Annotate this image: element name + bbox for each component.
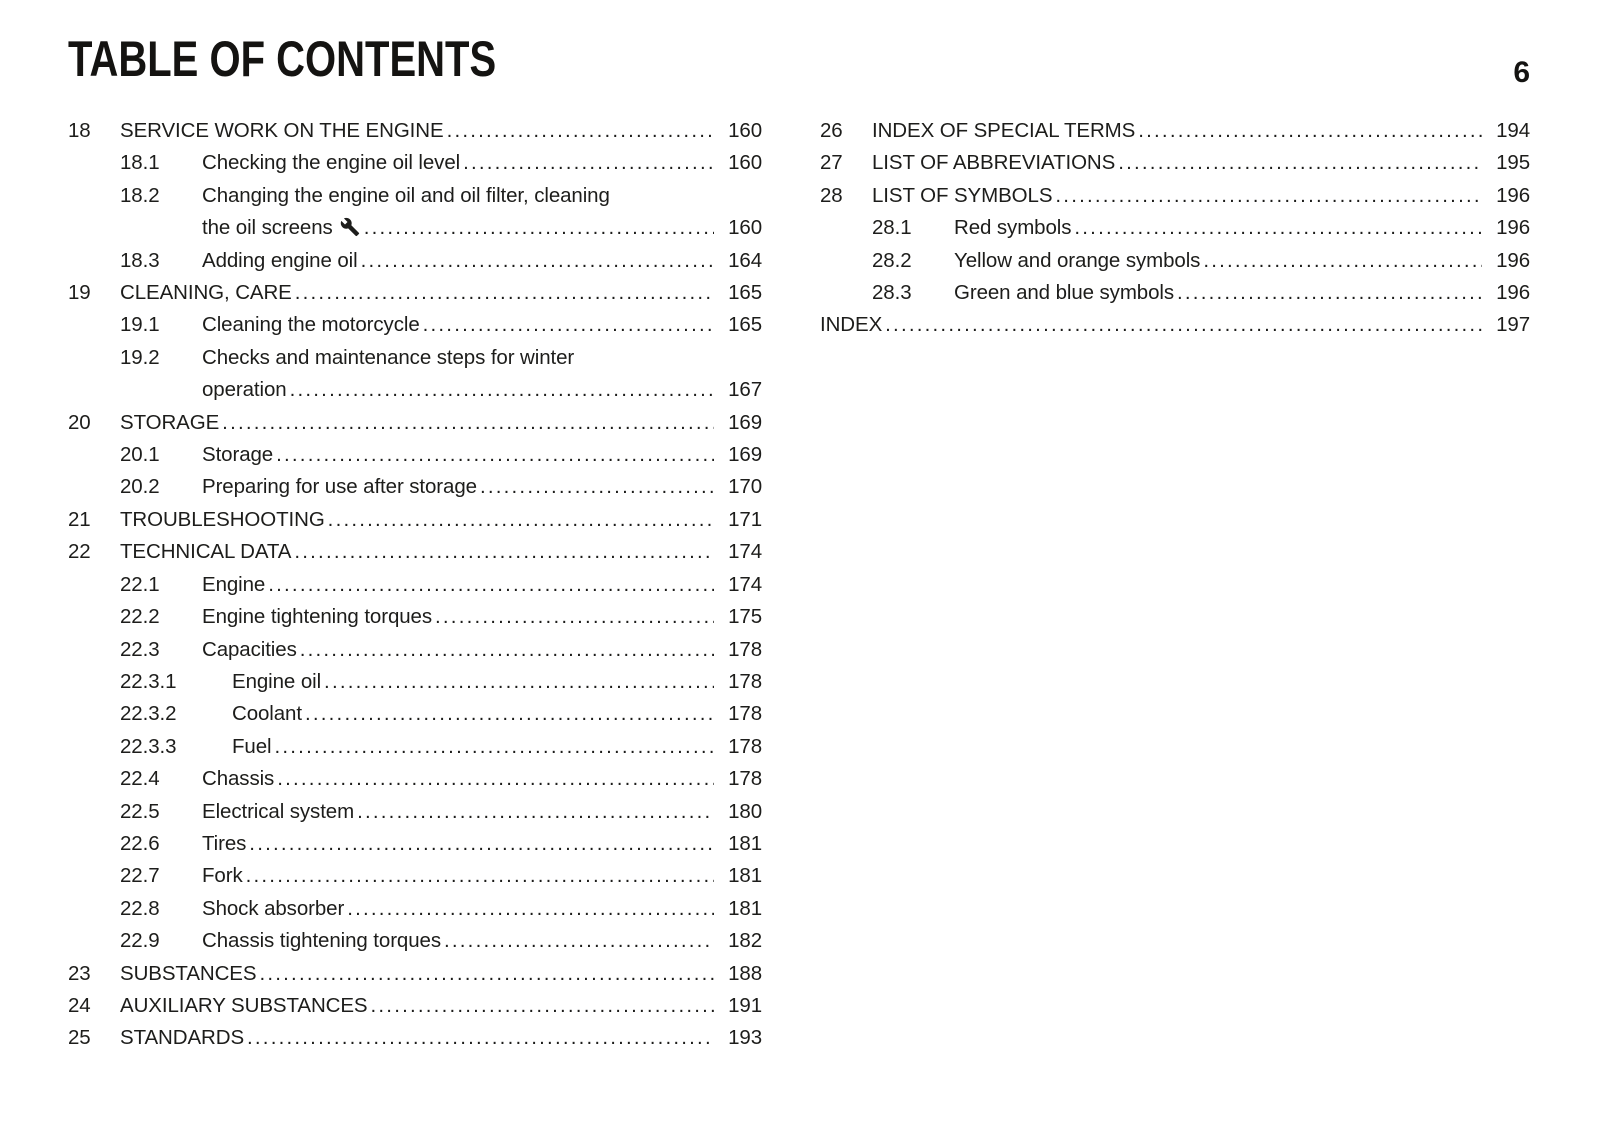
dot-leader (259, 958, 714, 990)
chapter-number: 20 (68, 410, 91, 434)
chapter-number: 18 (68, 119, 91, 142)
wrench-icon (340, 217, 360, 237)
chapter-number: 23 (68, 961, 91, 985)
entry-title: Shock absorber (202, 896, 345, 920)
toc-entry-line (820, 309, 1530, 341)
entry-title: LIST OF ABBREVIATIONS (872, 151, 1116, 175)
entry-title: Storage (202, 443, 274, 467)
chapter-number: 25 (68, 1026, 91, 1050)
dot-leader (463, 147, 714, 179)
toc-column-right (820, 115, 1530, 342)
entry-page-number: 195 (1496, 151, 1530, 175)
entry-page-number: 194 (1496, 119, 1530, 142)
dot-leader (268, 569, 714, 601)
entry-title: SERVICE WORK ON THE ENGINE (120, 119, 444, 142)
entry-page-number: 165 (728, 313, 762, 337)
dot-leader (885, 309, 1482, 341)
toc-entry-line (68, 374, 762, 406)
page-title: TABLE OF CONTENTS (68, 31, 497, 87)
toc-column-left (68, 115, 762, 1055)
entry-page-number: 178 (728, 637, 762, 661)
entry-page-number: 196 (1496, 281, 1530, 305)
section-number: 22.6 (120, 831, 160, 855)
section-number: 22.5 (120, 799, 160, 823)
toc-entry-line (68, 569, 762, 601)
entry-page-number: 180 (728, 799, 762, 823)
entry-title: Chassis tightening torques (202, 929, 441, 953)
page-number: 6 (1513, 56, 1530, 89)
section-number: 22.4 (120, 767, 160, 791)
entry-page-number: 188 (728, 961, 762, 985)
toc-entry-line (820, 115, 1530, 147)
dot-leader (423, 309, 714, 341)
entry-title: Engine oil (232, 669, 322, 693)
dot-leader (1203, 245, 1482, 277)
dot-leader (444, 925, 714, 957)
section-number: 20.1 (120, 443, 160, 467)
dot-leader (274, 731, 714, 763)
dot-leader (290, 374, 714, 406)
toc-entry-line (820, 147, 1530, 179)
section-number: 28.2 (872, 248, 912, 272)
toc-entry-line (68, 212, 762, 244)
section-number: 19.2 (120, 345, 160, 369)
entry-title: Fork (202, 864, 243, 888)
dot-leader (364, 212, 714, 244)
chapter-number: 19 (68, 281, 91, 305)
entry-page-number: 170 (728, 475, 762, 499)
entry-title: INDEX OF SPECIAL TERMS (872, 119, 1136, 142)
toc-entry-line (68, 147, 762, 179)
section-number: 22.9 (120, 929, 160, 953)
chapter-number: 21 (68, 507, 91, 531)
entry-title: Coolant (232, 702, 302, 726)
dot-leader (361, 245, 714, 277)
entry-title: Engine tightening torques (202, 605, 433, 629)
entry-title: INDEX (820, 313, 883, 337)
entry-title: Red symbols (954, 216, 1072, 240)
toc-entry-line (68, 115, 762, 147)
entry-title: SUBSTANCES (120, 961, 257, 985)
entry-title: STANDARDS (120, 1026, 245, 1050)
dot-leader (247, 1022, 714, 1054)
chapter-number: 28 (820, 183, 843, 207)
toc-entry-line (68, 828, 762, 860)
entry-title: Engine (202, 572, 266, 596)
toc-entry-line (820, 180, 1530, 212)
chapter-number: 27 (820, 151, 843, 175)
entry-title: Tires (202, 831, 247, 855)
entry-page-number: 175 (728, 605, 762, 629)
toc-entry-line (68, 471, 762, 503)
entry-page-number: 181 (728, 864, 762, 888)
entry-page-number: 181 (728, 896, 762, 920)
entry-title: the oil screens (202, 212, 364, 244)
chapter-number: 26 (820, 119, 843, 142)
entry-title: CLEANING, CARE (120, 281, 292, 305)
toc-entry-line (820, 212, 1530, 244)
dot-leader (435, 601, 714, 633)
entry-page-number: 196 (1496, 183, 1530, 207)
entry-page-number: 178 (728, 734, 762, 758)
toc-entry-line (68, 860, 762, 892)
dot-leader (1138, 115, 1482, 147)
entry-page-number: 174 (728, 572, 762, 596)
dot-leader (371, 990, 714, 1022)
entry-page-number: 196 (1496, 248, 1530, 272)
entry-page-number: 182 (728, 929, 762, 953)
toc-entry-line (68, 439, 762, 471)
section-number: 28.3 (872, 281, 912, 305)
dot-leader (357, 796, 714, 828)
entry-page-number: 171 (728, 507, 762, 531)
toc-entry-line (68, 893, 762, 925)
section-number: 28.1 (872, 216, 912, 240)
dot-leader (300, 634, 714, 666)
entry-page-number: 178 (728, 767, 762, 791)
dot-leader (347, 893, 714, 925)
dot-leader (447, 115, 714, 147)
toc-entry-line (68, 925, 762, 957)
section-number: 22.2 (120, 605, 160, 629)
toc-entry-line (820, 277, 1530, 309)
section-number: 18.2 (120, 183, 160, 207)
dot-leader (480, 471, 714, 503)
chapter-number: 24 (68, 993, 91, 1017)
dot-leader (1074, 212, 1482, 244)
entry-page-number: 196 (1496, 216, 1530, 240)
entry-title: TROUBLESHOOTING (120, 507, 325, 531)
dot-leader (305, 698, 714, 730)
entry-title: TECHNICAL DATA (120, 540, 292, 564)
entry-title: Green and blue symbols (954, 281, 1175, 305)
entry-title: STORAGE (120, 410, 220, 434)
section-number: 18.1 (120, 151, 160, 175)
toc-entry-line (68, 1022, 762, 1054)
dot-leader (328, 504, 714, 536)
entry-page-number: 197 (1496, 313, 1530, 337)
entry-page-number: 164 (728, 248, 762, 272)
entry-page-number: 169 (728, 410, 762, 434)
toc-entry-line (68, 309, 762, 341)
toc-entry-line (68, 536, 762, 568)
dot-leader (276, 439, 714, 471)
entry-title: Adding engine oil (202, 248, 358, 272)
toc-entry-line (68, 958, 762, 990)
entry-page-number: 165 (728, 281, 762, 305)
entry-title: Yellow and orange symbols (954, 248, 1201, 272)
section-number: 22.3 (120, 637, 160, 661)
dot-leader (295, 277, 714, 309)
entry-title: LIST OF SYMBOLS (872, 183, 1053, 207)
toc-entry-line (68, 277, 762, 309)
dot-leader (222, 407, 714, 439)
dot-leader (277, 763, 714, 795)
toc-entry-line (820, 245, 1530, 277)
toc-entry-line (68, 634, 762, 666)
entry-title: Chassis (202, 767, 275, 791)
entry-title: AUXILIARY SUBSTANCES (120, 993, 368, 1017)
dot-leader (1177, 277, 1482, 309)
toc-entry-line (68, 796, 762, 828)
section-number: 22.7 (120, 864, 160, 888)
section-number: 22.3.1 (120, 669, 177, 693)
toc-entry-line (68, 763, 762, 795)
entry-title: Capacities (202, 637, 297, 661)
section-number: 22.1 (120, 572, 160, 596)
entry-page-number: 193 (728, 1026, 762, 1050)
dot-leader (246, 860, 714, 892)
section-number: 20.2 (120, 475, 160, 499)
entry-page-number: 160 (728, 151, 762, 175)
toc-entry-line (68, 698, 762, 730)
toc-entry-line (68, 601, 762, 633)
toc-entry-line (68, 245, 762, 277)
entry-page-number: 181 (728, 831, 762, 855)
toc-entry-line (68, 990, 762, 1022)
section-number: 19.1 (120, 313, 160, 337)
section-number: 22.3.2 (120, 702, 177, 726)
toc-entry-line (68, 666, 762, 698)
entry-title: Checking the engine oil level (202, 151, 461, 175)
entry-title: Fuel (232, 734, 272, 758)
dot-leader (1118, 147, 1482, 179)
entry-page-number: 174 (728, 540, 762, 564)
entry-title: Cleaning the motorcycle (202, 313, 420, 337)
toc-entry-line (68, 180, 762, 212)
dot-leader (324, 666, 714, 698)
section-number: 22.3.3 (120, 734, 177, 758)
entry-page-number: 169 (728, 443, 762, 467)
entry-page-number: 160 (728, 119, 762, 142)
dot-leader (1055, 180, 1482, 212)
toc-entry-line (68, 407, 762, 439)
entry-title: Checks and maintenance steps for winter (202, 345, 575, 369)
entry-page-number: 167 (728, 378, 762, 402)
entry-page-number: 178 (728, 669, 762, 693)
entry-title: Changing the engine oil and oil filter, cleaning (202, 183, 610, 207)
toc-entry-line (68, 504, 762, 536)
section-number: 18.3 (120, 248, 160, 272)
entry-page-number: 178 (728, 702, 762, 726)
dot-leader (249, 828, 714, 860)
dot-leader (294, 536, 714, 568)
entry-title: operation (202, 378, 287, 402)
entry-page-number: 160 (728, 216, 762, 240)
entry-page-number: 191 (728, 993, 762, 1017)
chapter-number: 22 (68, 540, 91, 564)
entry-title: Electrical system (202, 799, 355, 823)
toc-entry-line (68, 342, 762, 374)
entry-title: Preparing for use after storage (202, 475, 477, 499)
toc-entry-line (68, 731, 762, 763)
section-number: 22.8 (120, 896, 160, 920)
